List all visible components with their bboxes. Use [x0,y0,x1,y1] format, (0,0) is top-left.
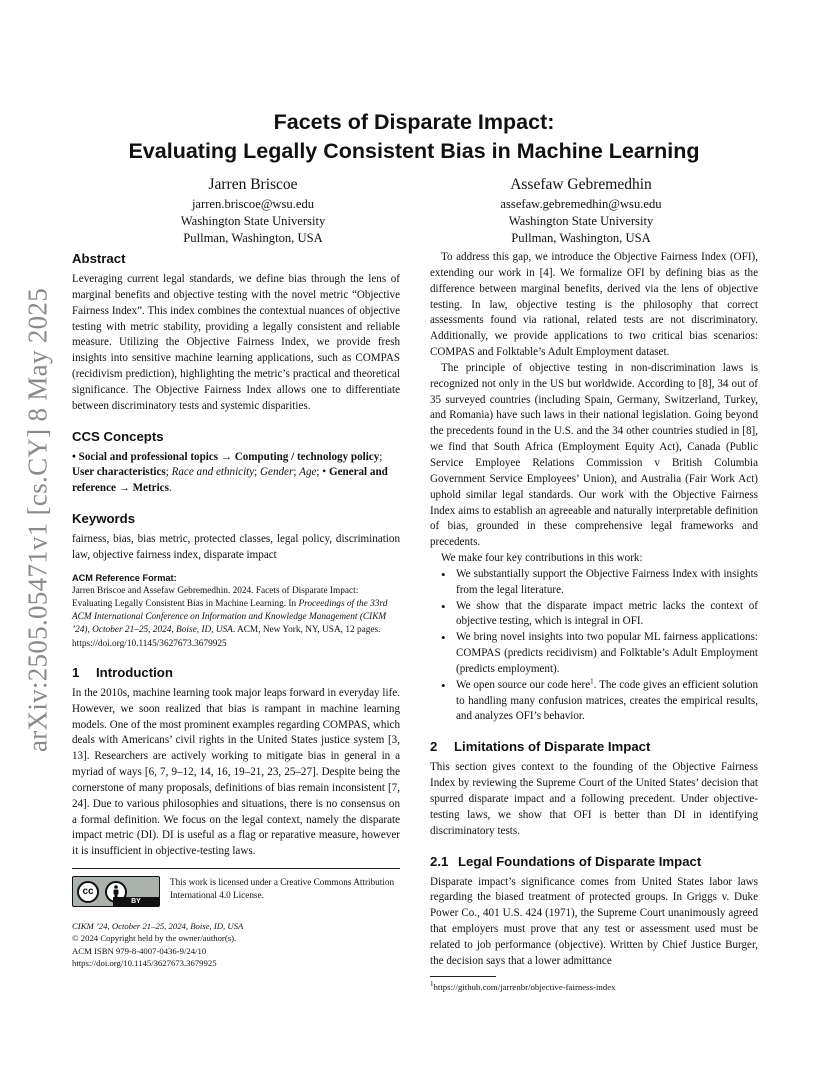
venue: CIKM ’24, October 21–25, 2024, Boise, ID, USA [72,921,244,932]
contributions-list [430,567,758,725]
footnote-marker[interactable]: 1 [590,677,594,686]
license-text: This work is licensed under a Creative Commons Attribution International 4.0 License. [170,877,395,900]
keywords-heading: Keywords [72,511,136,527]
abstract-heading: Abstract [72,251,126,266]
keywords-text: fairness, bias, bias metric, protected classes, legal policy, discrimination law, objective fairness index, disparate impact [72,533,400,561]
author-email: assefaw.gebremedhin@wsu.edu [500,197,662,211]
author-email: jarren.briscoe@wsu.edu [191,197,315,211]
ccs-term: User characteristics [72,466,166,479]
reference-format-heading: ACM Reference Format: [72,572,177,583]
paragraph-contributions-intro: We make four key contributions in this work: [441,552,643,565]
license-divider [72,868,400,869]
intro-text: In the 2010s, machine learning took major leaps forward in everyday life. However, we soon realized that bias is rampant in machine learning models. One of the most prominent examples regarding COMPAS, which deals with Americans’ civil rights in the United States justice system [3, 13]. Researchers are actively working to mitigate bias in general in a myriad of ways [6, 7, 9–12, 14, 16, 19–21, 23, 25–27]. Despite being the cornerstone of many proposals, definitions of bias remain inconsistent [7, 24]. Due to various philosophies and situations, there is no consensus on a formal definition. We focus on the legal context, namely the disparate impact metric (DI). DI is useful as a flag or reparative measure, however it is insufficient in objective-testing laws. [72,686,400,858]
copyright: © 2024 Copyright held by the owner/author(s). [72,933,237,944]
title-line-1: Facets of Disparate Impact: [273,110,555,134]
arxiv-watermark [18,285,58,755]
author-affiliation: Washington State University [180,214,326,228]
doi-link[interactable]: https://doi.org/10.1145/3627673.3679925 [72,957,217,968]
author-block-1 [93,175,413,247]
section-2-1-text: Disparate impact’s significance comes from United States labor laws regarding the biased treatment of protected groups. In Griggs v. Duke Power Co., 401 U.S. 424 (1971), the Supreme Court unanimously agreed that employers must prove that any test or assessment used must be related to job performance (objective). Written by Chief Justice Burger, the decision says that a lower admittance [430,875,758,967]
list-item: • We substantially support the Objective Fairness Index with insights from the legal literature. [456,567,758,599]
footnote-link[interactable]: https://github.com/jarrenbr/objective-fairness-index [433,981,616,992]
cc-icon: cc [77,881,99,903]
list-item: • We open source our code here$^1$. The code gives an efficient solution to handling many confusion matrices, creates the empirical results, and analyzes OFI’s behavior. [456,678,758,726]
ccs-term: Race and ethnicity [171,466,255,479]
paragraph-objective-testing: The principle of objective testing in non-discrimination laws is recognized not only in the US but worldwide. According to [8], 34 out of 35 surveyed countries (including Spain, Germany, Switzerland, Turkey, and Romania) have such laws in their national legislation. Going beyond the precedents found in the U.S. and the 34 other countries studied in [8], we find that South Africa (Employment Equity Act), Canada (Public Service Employee Relations Commission v British Columbia Government Service Employees’ Union), and Australia (Fair Work Act) uphold similar legal standards. Our work with the Objective Fairness Index aims to establish an agreeable and naturally interpretable definition of bias, grounded in these comprehensive legal frameworks and precedents. [430,361,758,549]
arxiv-id: arXiv:2505.05471v1 [cs.CY] 8 May 2025 [22,287,53,753]
section-2-text: This section gives context to the founding of the Objective Fairness Index by reviewing the Supreme Court of the United States’ decision that spurred disparate impact and a following precedent. Under objective-testing laws, we show that OFI is better than DI in identifying discriminatory tests. [430,761,758,837]
right-column [430,250,758,993]
section-2-1-heading: 2.1 Legal Foundations of Disparate Impact [430,853,702,869]
title-line-2: Evaluating Legally Consistent Bias in Machine Learning [128,139,700,163]
ccs-concepts: • Social and professional topics → Computing / technology policy; User characteristics; Race and ethnicity; Gender; Age; • General and reference → Metrics. [72,450,388,495]
ccs-term: • Social and professional topics → Computing / technology policy [72,450,380,463]
isbn: ACM ISBN 979-8-4007-0436-9/24/10 [72,945,207,956]
section-2-heading: 2 Limitations of Disparate Impact [430,739,651,755]
footnote-divider [430,976,496,977]
list-item: • We bring novel insights into two popular ML fairness applications: COMPAS (predicts recidivism) and Folktable’s Adult Employment (predicts employment). [456,630,758,678]
author-name: Jarren Briscoe [208,176,298,193]
author-location: Pullman, Washington, USA [183,231,323,245]
ccs-term: General and reference → Metrics [72,466,388,495]
paragraph-ofi: To address this gap, we introduce the Objective Fairness Index (OFI), extending our work in [4]. We formalize OFI by defining bias as the difference between marginal benefits, derived via the lens of objective testing. In law, objective testing is the philosophy that correct assessments found via rational, related tests are not discriminatory. Additionally, we provide applications to two critical bias scenarios: COMPAS and Folktable’s Adult Employment dataset. [430,251,758,359]
license-block [72,876,400,907]
reference-format-text: Jarren Briscoe and Assefaw Gebremedhin. 2024. Facets of Disparate Impact: Evaluating Legally Consistent Bias in Machine Learning. In Proceedings of the 33rd ACM International Conference on Information and Knowledge Management (CIKM ’24), October 21–25, 2024, Boise, ID, USA. ACM, New York, NY, USA, 12 pages. https://doi.org/10.1145/3627673.3679925 [72,585,388,649]
ccs-term: Gender [260,466,294,479]
author-affiliation: Washington State University [508,214,654,228]
ccs-term: Age [299,466,317,479]
section-1-heading: 1 Introduction [72,664,173,680]
cc-by-badge[interactable] [72,876,160,907]
by-label: BY [113,897,159,906]
author-block-2 [421,175,741,247]
publication-info [72,920,400,969]
list-item: • We show that the disparate impact metric lacks the context of objective testing, which is integral in OFI. [456,599,758,631]
abstract-text: Leveraging current legal standards, we define bias through the lens of marginal benefits and objective testing with the novel metric “Objective Fairness Index”. This index combines the contextual nuances of objective testing with metric stability, providing a legally consistent and reliable measure. Utilizing the Objective Fairness Index, we provide fresh insights into sensitive machine learning applications, such as COMPAS (recidivism prediction), highlighting the metric’s practical and theoretical significance. The Objective Fairness Index allows one to differentiate between discriminatory tests and systemic disparities. [72,273,400,412]
footnote: $^1$https://github.com/jarrenbr/objective-fairness-index [430,979,616,992]
author-name: Assefaw Gebremedhin [510,176,652,193]
paper-title [72,108,756,166]
left-column [72,250,400,969]
author-location: Pullman, Washington, USA [511,231,651,245]
ccs-heading: CCS Concepts [72,428,164,444]
